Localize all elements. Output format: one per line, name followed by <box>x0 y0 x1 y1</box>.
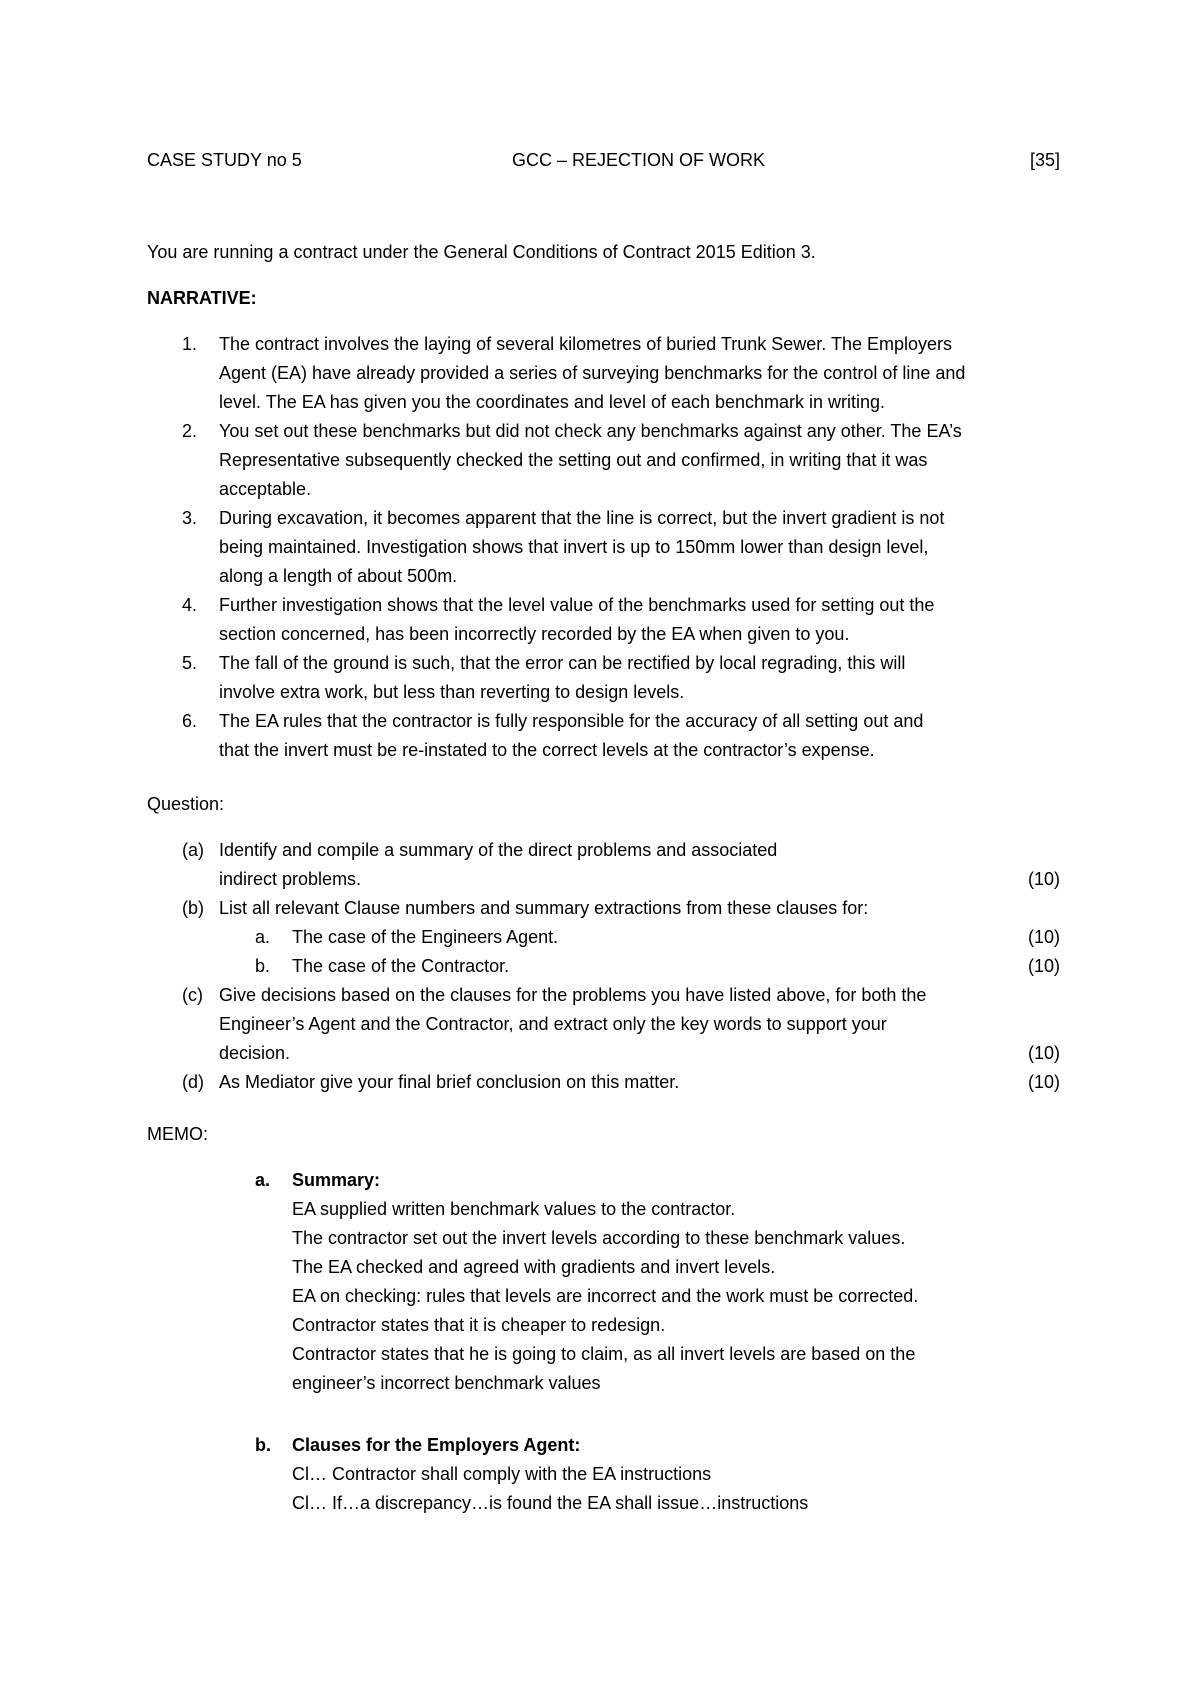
question-line: List all relevant Clause numbers and summary extractions from these clauses for: <box>219 898 869 918</box>
item-number: 6. <box>182 711 198 731</box>
memo-item <box>147 1166 1060 1398</box>
memo-line: Contractor states that it is cheaper to redesign. <box>292 1315 666 1335</box>
narrative-item <box>147 707 1077 765</box>
item-line: section concerned, has been incorrectly recorded by the EA when given to you. <box>219 624 850 644</box>
item-number: 2. <box>182 421 198 441</box>
memo-label: a. <box>255 1170 271 1190</box>
question-marks: (10) <box>1027 956 1060 976</box>
narrative-heading: NARRATIVE: <box>147 288 257 308</box>
memo-line: Contractor states that he is going to claim, as all invert levels are based on the <box>292 1344 916 1364</box>
question-line: indirect problems. <box>219 869 362 889</box>
narrative-item <box>147 591 1077 649</box>
page-header <box>147 146 1060 175</box>
narrative-list <box>147 330 1077 765</box>
memo-line: Cl… If…a discrepancy…is found the EA shall issue…instructions <box>292 1493 809 1513</box>
memo-line: EA supplied written benchmark values to the contractor. <box>292 1199 736 1219</box>
memo-item <box>147 1431 1060 1518</box>
memo-title: Summary: <box>292 1170 381 1190</box>
question-item-c <box>147 981 1060 1068</box>
question-line: Give decisions based on the clauses for the problems you have listed above, for both the <box>219 985 927 1005</box>
question-marks: (10) <box>1027 1043 1060 1063</box>
question-label: (a) <box>182 840 204 860</box>
item-line: involve extra work, but less than reverting to design levels. <box>219 682 685 702</box>
case-study-title: GCC – REJECTION OF WORK <box>512 150 766 170</box>
memo-line: The EA checked and agreed with gradients and invert levels. <box>292 1257 776 1277</box>
subitem-text: The case of the Engineers Agent. <box>292 927 559 947</box>
item-number: 5. <box>182 653 198 673</box>
item-line: level. The EA has given you the coordinates and level of each benchmark in writing. <box>219 392 886 412</box>
question-item-a <box>147 836 1060 894</box>
memo-title: Clauses for the Employers Agent: <box>292 1435 581 1455</box>
item-number: 4. <box>182 595 198 615</box>
memo-section-summary <box>147 1166 1060 1398</box>
item-line: During excavation, it becomes apparent that the line is correct, but the invert gradient is not <box>219 508 945 528</box>
question-line: decision. <box>219 1043 291 1063</box>
subitem-text: The case of the Contractor. <box>292 956 510 976</box>
memo-line: Cl… Contractor shall comply with the EA instructions <box>292 1464 712 1484</box>
question-marks: (10) <box>1027 927 1060 947</box>
narrative-item <box>147 504 1077 591</box>
question-list <box>147 836 1060 1097</box>
item-line: along a length of about 500m. <box>219 566 458 586</box>
narrative-item <box>147 649 1077 707</box>
question-label: (c) <box>182 985 203 1005</box>
question-marks: (10) <box>1027 1072 1060 1092</box>
narrative-item <box>147 417 1077 504</box>
question-line: Identify and compile a summary of the direct problems and associated <box>219 840 778 860</box>
question-heading: Question: <box>147 794 225 814</box>
memo-line: engineer’s incorrect benchmark values <box>292 1373 601 1393</box>
subitem-label: a. <box>255 927 271 947</box>
memo-line: The contractor set out the invert levels according to these benchmark values. <box>292 1228 906 1248</box>
item-line: The fall of the ground is such, that the error can be rectified by local regrading, this will <box>219 653 906 673</box>
case-study-label: CASE STUDY no 5 <box>147 150 302 170</box>
question-line: Engineer’s Agent and the Contractor, and extract only the key words to support your <box>219 1014 887 1034</box>
total-marks: [35] <box>1029 150 1060 170</box>
question-item-d <box>147 1068 1060 1097</box>
intro-paragraph: You are running a contract under the General Conditions of Contract 2015 Edition 3. <box>147 242 816 262</box>
memo-label: b. <box>255 1435 271 1455</box>
item-line: being maintained. Investigation shows that invert is up to 150mm lower than design level, <box>219 537 929 557</box>
question-item-b <box>147 894 1060 923</box>
memo-heading: MEMO: <box>147 1124 208 1144</box>
item-line: The contract involves the laying of several kilometres of buried Trunk Sewer. The Employers <box>219 334 953 354</box>
item-line: The EA rules that the contractor is fully responsible for the accuracy of all setting out and <box>219 711 924 731</box>
question-subitem <box>147 923 1060 952</box>
item-number: 1. <box>182 334 198 354</box>
item-line: Representative subsequently checked the setting out and confirmed, in writing that it was <box>219 450 928 470</box>
subitem-label: b. <box>255 956 271 976</box>
item-line: Further investigation shows that the level value of the benchmarks used for setting out the <box>219 595 935 615</box>
item-line: You set out these benchmarks but did not check any benchmarks against any other. The EA’s <box>219 421 962 441</box>
item-number: 3. <box>182 508 198 528</box>
question-subitem <box>147 952 1060 981</box>
memo-line: EA on checking: rules that levels are incorrect and the work must be corrected. <box>292 1286 919 1306</box>
question-label: (d) <box>182 1072 204 1092</box>
item-line: acceptable. <box>219 479 312 499</box>
memo-section-clauses <box>147 1431 1060 1518</box>
question-marks: (10) <box>1027 869 1060 889</box>
item-line: Agent (EA) have already provided a series of surveying benchmarks for the control of line and <box>219 363 966 383</box>
question-label: (b) <box>182 898 204 918</box>
narrative-item <box>147 330 1077 417</box>
item-line: that the invert must be re-instated to the correct levels at the contractor’s expense. <box>219 740 875 760</box>
question-line: As Mediator give your final brief conclusion on this matter. <box>219 1072 680 1092</box>
